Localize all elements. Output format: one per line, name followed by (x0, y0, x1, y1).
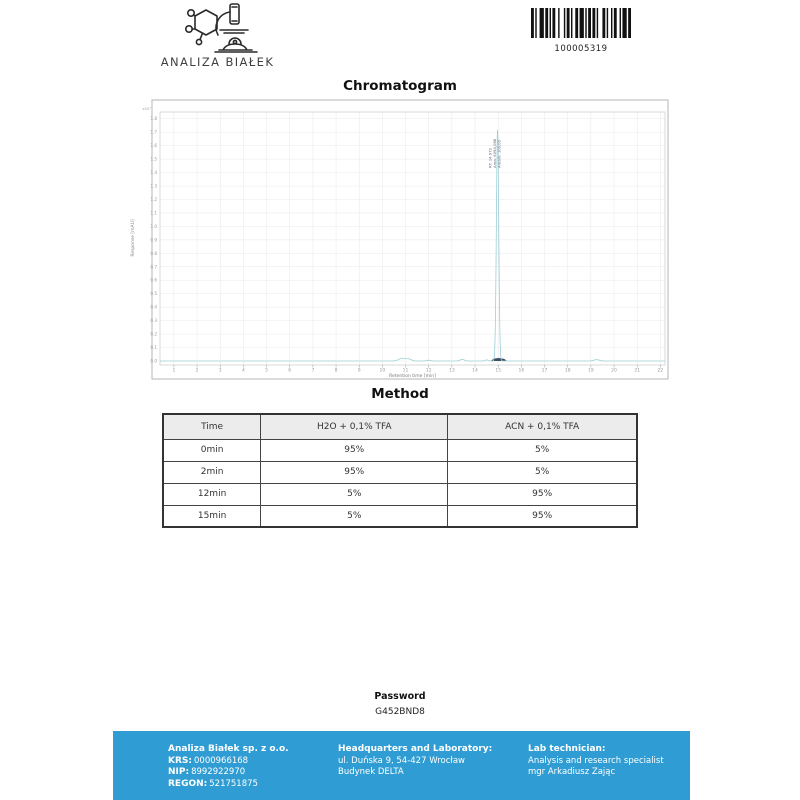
x-tick-label: 1 (172, 368, 176, 374)
technician-role: Analysis and research specialist (528, 755, 664, 766)
table-cell: 0min (163, 439, 261, 461)
y-tick-label: 1.1 (150, 210, 157, 216)
footer-headquarters (338, 744, 492, 778)
lab-name: ANALIZA BIAŁEK (160, 55, 275, 69)
barcode-number: 100005319 (554, 44, 608, 54)
method-table-body (163, 439, 637, 527)
password-label: Password (374, 691, 426, 702)
table-cell: 95% (448, 483, 637, 505)
barcode (531, 8, 631, 54)
x-tick-label: 10 (379, 368, 386, 374)
microscope-molecule-icon (168, 2, 268, 54)
table-row (163, 439, 637, 461)
method-table-head (163, 414, 637, 439)
table-cell: 95% (448, 505, 637, 527)
x-tick-label: 4 (241, 368, 245, 374)
x-tick-label: 8 (334, 368, 338, 374)
y-tick-label: 0.5 (150, 291, 157, 297)
y-tick-label: 0.1 (150, 345, 157, 351)
company-krs: KRS: 0000966168 (168, 755, 249, 766)
y-tick-label: 1.6 (150, 143, 157, 149)
x-tick-label: 5 (265, 368, 268, 374)
y-tick-label: 0.7 (150, 264, 157, 270)
headquarters-building: Budynek DELTA (338, 766, 404, 777)
y-tick-label: 1.8 (150, 116, 157, 122)
x-tick-label: 6 (288, 368, 292, 374)
y-tick-label: 1.0 (150, 223, 157, 229)
y-axis-label: Response [mAU] (131, 219, 136, 257)
technician-name: mgr Arkadiusz Zając (528, 766, 616, 777)
company-regon: REGON: 521751875 (168, 779, 258, 790)
peak-annotation: RT: 14.972 (487, 147, 493, 168)
table-header-row (163, 414, 637, 439)
chromatogram-chart (125, 98, 670, 383)
table-row (163, 483, 637, 505)
y-tick-label: 0.6 (150, 277, 157, 283)
y-tick-label: 0.2 (150, 331, 157, 337)
y-tick-label: 1.3 (150, 183, 157, 189)
y-tick-label: 0.3 (150, 318, 157, 324)
footer-technician (528, 744, 664, 778)
x-tick-label: 7 (311, 368, 315, 374)
x-tick-label: 12 (425, 368, 432, 374)
x-axis-label: Retention time [min] (389, 374, 436, 379)
x-tick-label: 13 (449, 368, 455, 374)
table-cell: 2min (163, 461, 261, 483)
table-cell: 15min (163, 505, 261, 527)
y-tick-label: 0.0 (150, 358, 157, 364)
company-name: Analiza Białek sp. z o.o. (168, 744, 289, 754)
x-tick-label: 19 (588, 368, 594, 374)
x-tick-label: 15 (495, 368, 502, 374)
table-row (163, 505, 637, 527)
table-cell: 5% (448, 439, 637, 461)
y-tick-label: 1.5 (150, 156, 157, 162)
company-nip: NIP: 8992922970 (168, 767, 246, 778)
method-title: Method (371, 386, 429, 402)
x-tick-label: 9 (357, 368, 361, 374)
footer (113, 731, 690, 800)
table-header-cell: ACN + 0,1% TFA (448, 414, 637, 439)
y-tick-label: 1.2 (150, 196, 157, 202)
table-cell: 5% (261, 483, 448, 505)
x-tick-label: 21 (634, 368, 641, 374)
table-cell: 95% (261, 439, 448, 461)
table-header-cell: H2O + 0,1% TFA (261, 414, 448, 439)
table-row (163, 461, 637, 483)
x-tick-label: 11 (402, 368, 409, 374)
headquarters-title: Headquarters and Laboratory: (338, 744, 493, 754)
y-tick-label: 0.9 (150, 237, 157, 243)
x-tick-label: 18 (564, 368, 571, 374)
x-tick-label: 14 (472, 368, 478, 374)
barcode-image (531, 8, 631, 38)
footer-company-info (168, 744, 289, 791)
y-tick-label: 1.7 (150, 129, 157, 135)
x-tick-label: 20 (611, 368, 617, 374)
y-tick-label: 0.8 (150, 250, 157, 256)
y-tick-label: 1.4 (150, 170, 157, 176)
password-value: G452BND8 (375, 707, 425, 717)
x-tick-label: 16 (518, 368, 525, 374)
y-scale-label: x10⁷ (142, 106, 151, 111)
peak-annotation: Area: 6094,086 (492, 138, 498, 168)
peak-annotation: Area%: 100,00 (496, 139, 502, 168)
x-tick-label: 2 (195, 368, 199, 374)
x-tick-label: 3 (218, 368, 222, 374)
method-table (162, 413, 638, 528)
chromatogram-title: Chromatogram (343, 78, 457, 94)
table-cell: 95% (261, 461, 448, 483)
y-tick-label: 0.4 (150, 304, 157, 310)
x-tick-label: 22 (657, 368, 664, 374)
headquarters-address: ul. Duńska 9, 54-427 Wrocław (338, 755, 465, 766)
technician-title: Lab technician: (528, 744, 606, 754)
table-cell: 5% (448, 461, 637, 483)
table-header-cell: Time (163, 414, 261, 439)
table-cell: 12min (163, 483, 261, 505)
lab-logo (150, 2, 285, 69)
x-tick-label: 17 (541, 368, 548, 374)
table-cell: 5% (261, 505, 448, 527)
